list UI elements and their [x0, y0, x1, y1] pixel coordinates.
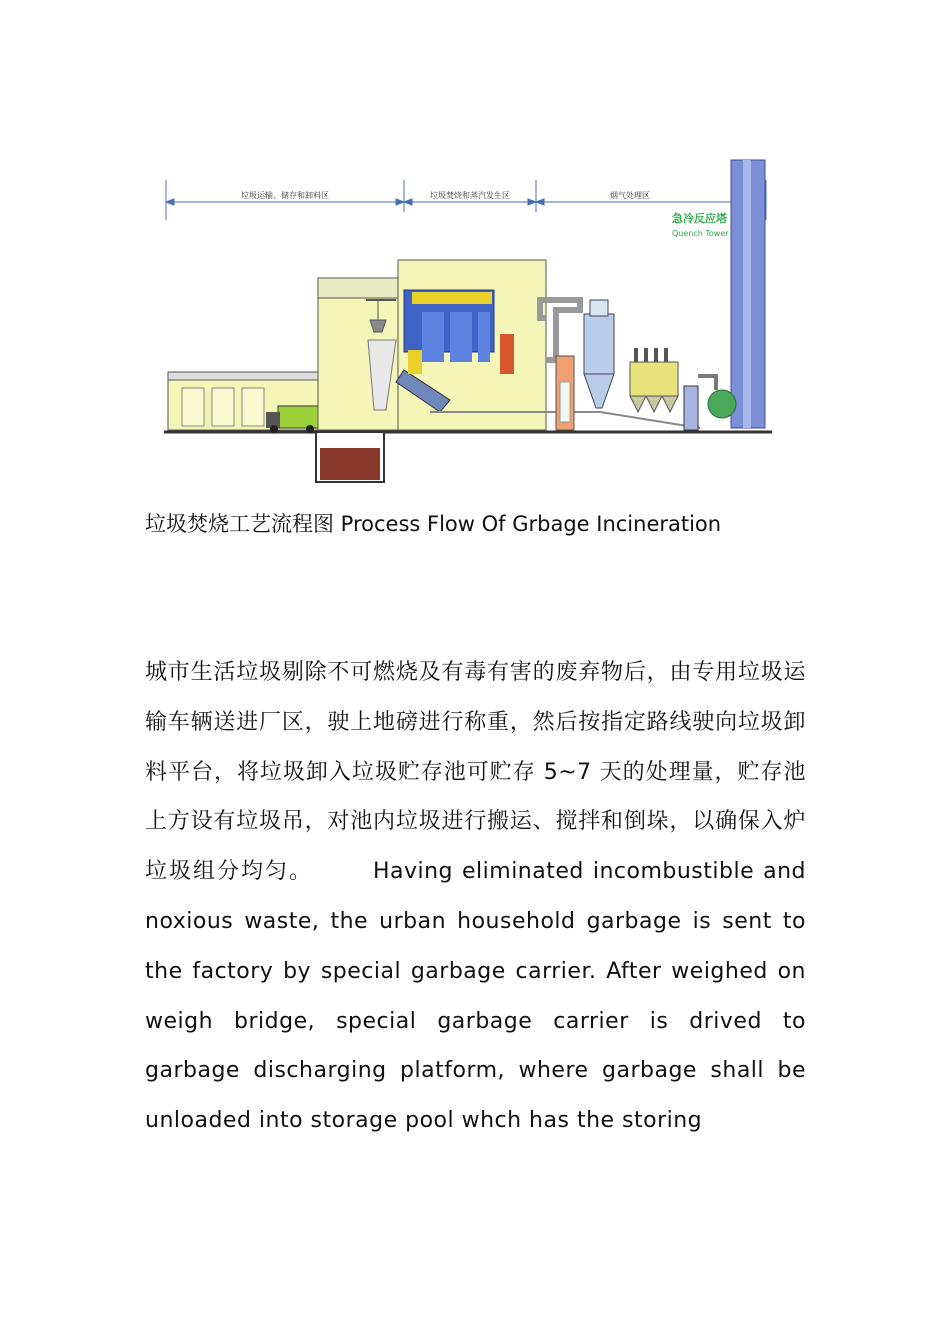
quench-tower-label-en: Quench Tower	[672, 229, 729, 238]
spray-reactor	[584, 300, 614, 408]
zone-label-transport: 垃圾运输、储存和卸料区	[241, 191, 329, 200]
boiler-building	[396, 260, 546, 430]
quench-tower-label-cn: 急冷反应塔	[672, 212, 727, 225]
chimney	[731, 160, 765, 428]
storage-building	[318, 278, 398, 430]
body-paragraph	[145, 648, 806, 1146]
induced-draft-fan	[684, 376, 736, 430]
reactor-vessel	[556, 356, 574, 430]
storage-pit	[316, 432, 384, 482]
zone-label-incineration: 垃圾焚烧和蒸汽发生区	[430, 191, 510, 200]
process-flow-diagram	[160, 150, 800, 490]
figure-caption: 垃圾焚烧工艺流程图 Process Flow Of Grbage Incineration	[145, 512, 722, 536]
paragraph-chinese: 城市生活垃圾剔除不可燃烧及有毒有害的废弃物后，由专用垃圾运输车辆送进厂区，驶上地磅进行称重，然后按指定路线驶向垃圾卸料平台，将垃圾卸入垃圾贮存池可贮存 5~7 天的处理量，贮存池上方设有垃圾吊，对池内垃圾进行搬运、搅拌和倒垛，以确保入炉垃圾组分均匀。	[145, 660, 806, 885]
bag-filter	[630, 348, 678, 412]
paragraph-english: Having eliminated incombustible and noxious waste, the urban household garbage is sent to the factory by special garbage carrier. After weighed on weigh bridge, special garbage carrier is drived to garbage discharging platform, where garbage shall be unloaded into storage pool whch has the storing	[145, 859, 806, 1134]
zone-label-flue-gas: 烟气处理区	[610, 191, 650, 200]
